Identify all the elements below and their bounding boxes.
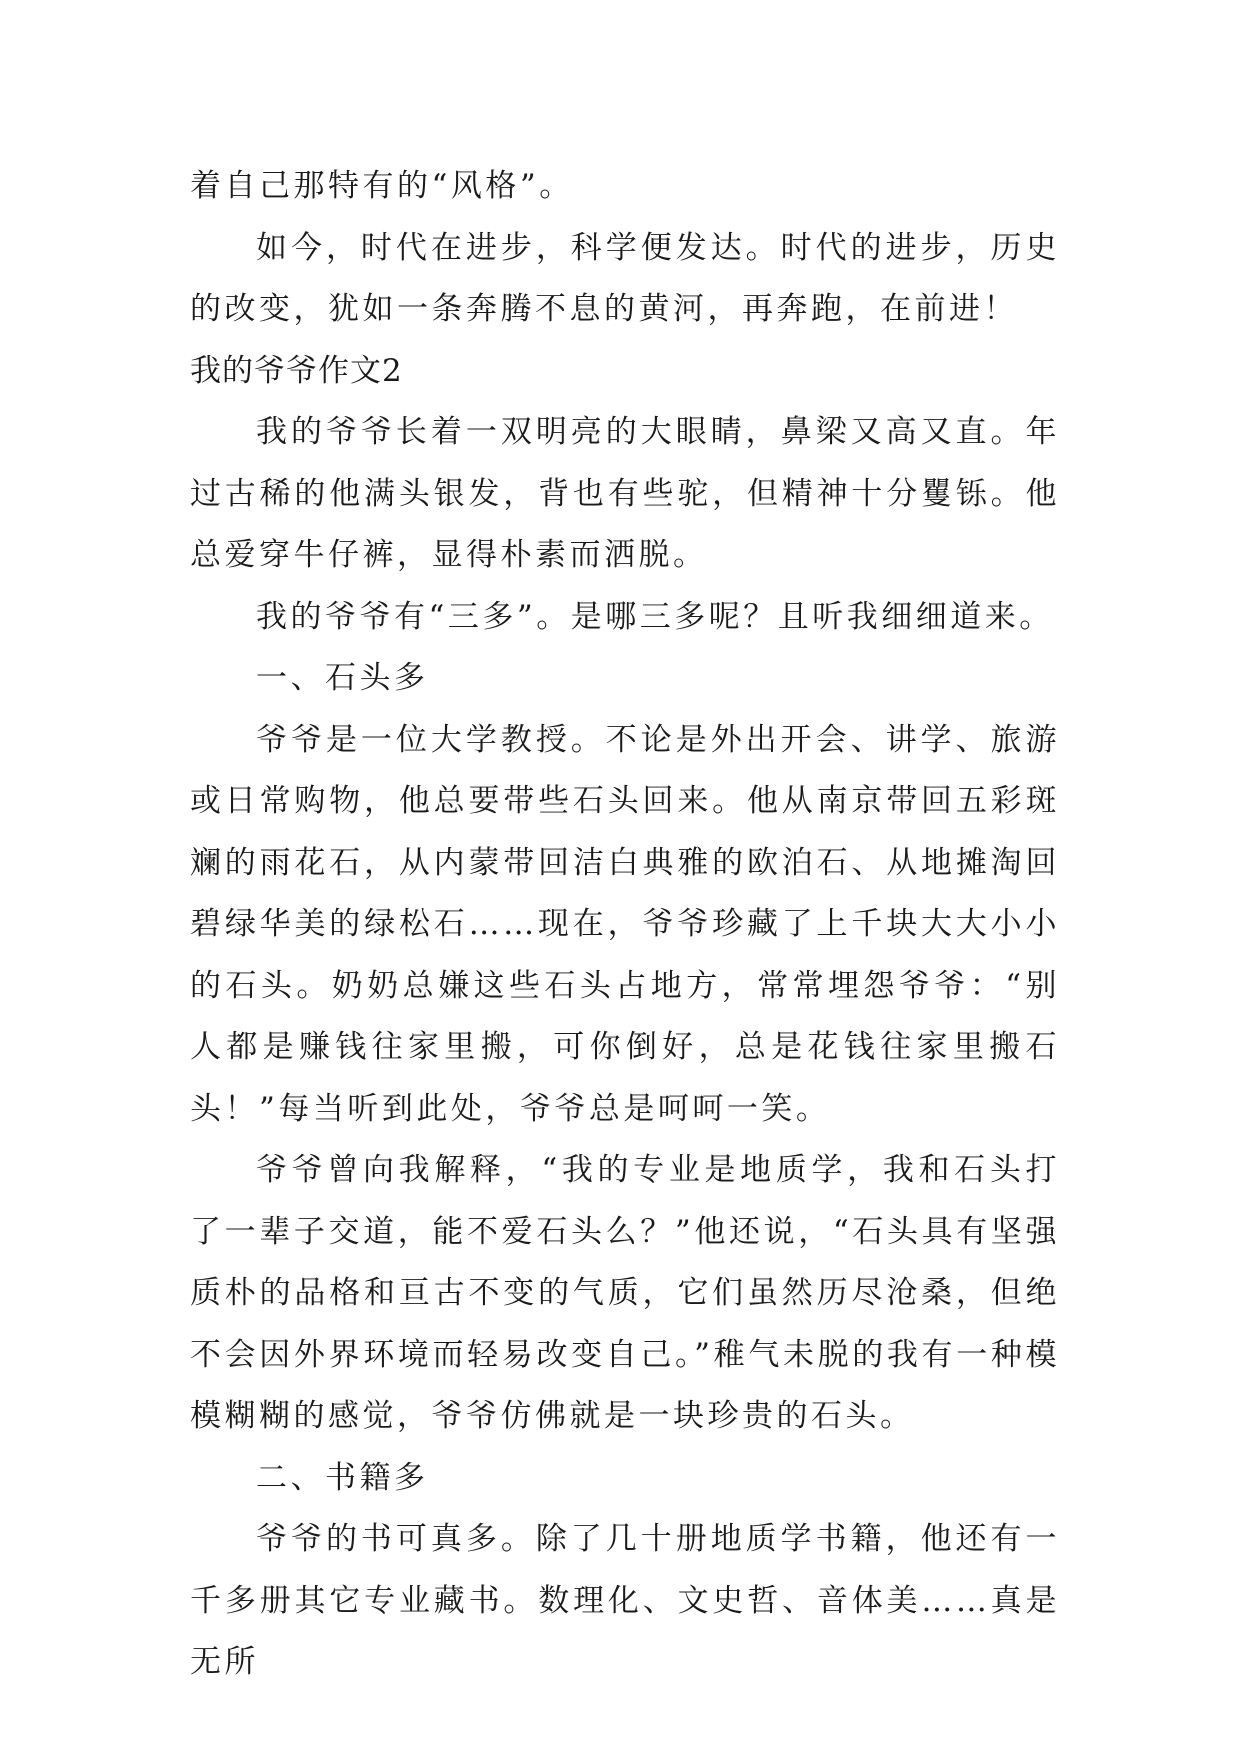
paragraph: 我的爷爷长着一双明亮的大眼睛，鼻梁又高又直。年过古稀的他满头银发，背也有些驼，但精神十分矍铄。他总爱穿牛仔裤，显得朴素而洒脱。 <box>190 414 1060 573</box>
body-text <box>190 156 1060 1694</box>
paragraph: 着自己那特有的“风格”。 <box>190 168 574 204</box>
essay-title: 我的爷爷作文2 <box>190 352 403 389</box>
section-heading: 二、书籍多 <box>256 1459 429 1496</box>
paragraph: 爷爷曾向我解释，“我的专业是地质学，我和石头打了一辈子交道，能不爱石头么？”他还说，“石头具有坚强质朴的品格和亘古不变的气质，它们虽然历尽沧桑，但绝不会因外界环境而轻易改变自己。”稚气未脱的我有一种模模糊糊的感觉，爷爷仿佛就是一块珍贵的石头。 <box>190 1152 1060 1434</box>
paragraph: 爷爷的书可真多。除了几十册地质学书籍，他还有一千多册其它专业藏书。数理化、文史哲、音体美……真是无所 <box>190 1521 1060 1680</box>
paragraph: 爷爷是一位大学教授。不论是外出开会、讲学、旅游或日常购物，他总要带些石头回来。他从南京带回五彩斑斓的雨花石，从内蒙带回洁白典雅的欧泊石、从地摊淘回碧绿华美的绿松石……现在，爷爷珍藏了上千块大大小小的石头。奶奶总嫌这些石头占地方，常常埋怨爷爷：“别人都是赚钱往家里搬，可你倒好，总是花钱往家里搬石头！”每当听到此处，爷爷总是呵呵一笑。 <box>190 721 1060 1127</box>
paragraph: 如今，时代在进步，科学便发达。时代的进步，历史的改变，犹如一条奔腾不息的黄河，再奔跑，在前进！ <box>190 229 1060 327</box>
paragraph: 我的爷爷有“三多”。是哪三多呢？且听我细细道来。 <box>256 598 1054 635</box>
section-heading: 一、石头多 <box>256 660 429 696</box>
